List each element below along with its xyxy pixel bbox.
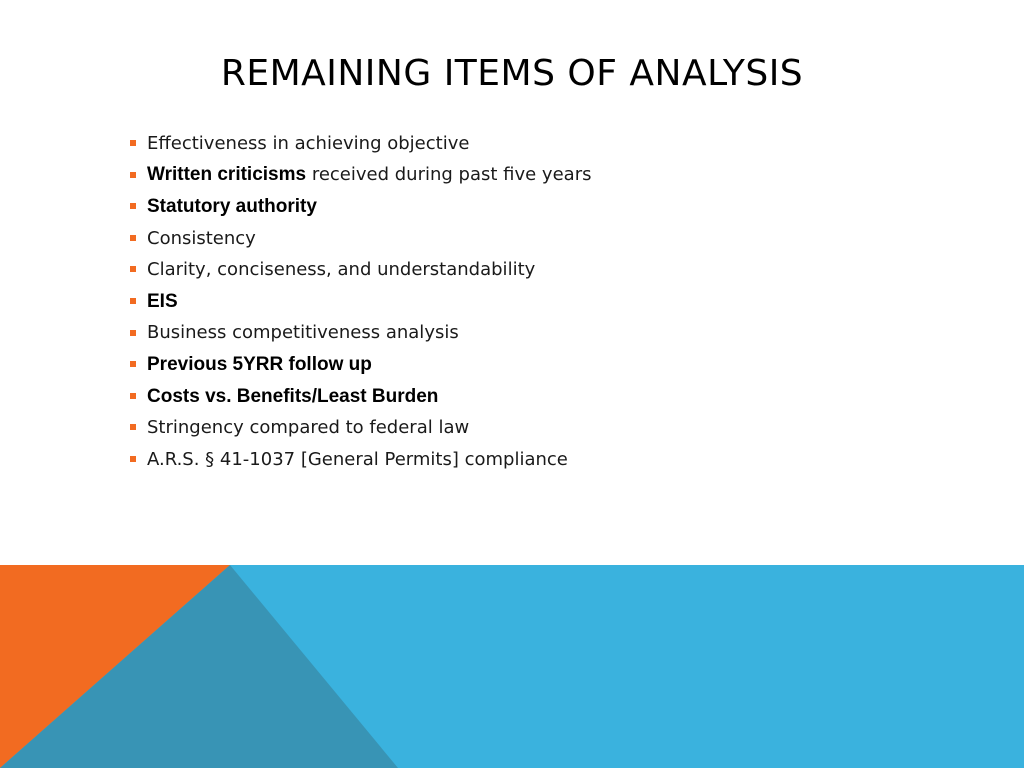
- bullet-text: [147, 133, 469, 155]
- bullet-square-icon: [130, 172, 136, 178]
- bullet-text-normal: received during past five years: [306, 164, 592, 186]
- bullet-square-icon: [130, 456, 136, 462]
- bullet-text-normal: Consistency: [147, 227, 256, 249]
- bullet-square-icon: [130, 203, 136, 209]
- bullet-text-bold: Previous 5YRR follow up: [147, 353, 372, 375]
- bullet-text: [147, 228, 256, 250]
- bullet-text-bold: Costs vs. Benefits/Least Burden: [147, 385, 439, 407]
- bullet-item: [130, 128, 950, 160]
- bullet-item: [130, 191, 950, 223]
- bullet-text-normal: Stringency compared to federal law: [147, 417, 470, 439]
- bullet-square-icon: [130, 330, 136, 336]
- bullet-text-normal: A.R.S. § 41-1037 [General Permits] compliance: [147, 448, 568, 470]
- bullet-square-icon: [130, 140, 136, 146]
- bullet-text: [147, 354, 372, 376]
- bullet-list: [130, 128, 950, 476]
- bullet-text-bold: Written criticisms: [147, 164, 307, 186]
- bullet-item: [130, 444, 950, 476]
- bullet-item: [130, 349, 950, 381]
- bullet-square-icon: [130, 393, 136, 399]
- bullet-text: [147, 196, 317, 218]
- bullet-square-icon: [130, 266, 136, 272]
- bullet-text: [147, 291, 178, 313]
- bullet-text: [147, 386, 438, 408]
- bullet-text: [147, 322, 459, 344]
- bullet-text-normal: Effectiveness in achieving objective: [147, 132, 470, 154]
- bullet-square-icon: [130, 424, 136, 430]
- bullet-item: [130, 381, 950, 413]
- bullet-text: [147, 449, 568, 471]
- bullet-text: [147, 417, 469, 439]
- bullet-item: [130, 412, 950, 444]
- bullet-item: [130, 223, 950, 255]
- bullet-text-normal: Clarity, conciseness, and understandability: [147, 259, 536, 281]
- bullet-item: [130, 318, 950, 350]
- slide-title: REMAINING ITEMS OF ANALYSIS: [220, 53, 804, 94]
- bullet-square-icon: [130, 298, 136, 304]
- bullet-text: [147, 259, 535, 281]
- bullet-text: [147, 164, 591, 186]
- bullet-item: [130, 160, 950, 192]
- bullet-square-icon: [130, 235, 136, 241]
- bullet-item: [130, 286, 950, 318]
- bullet-text-bold: Statutory authority: [147, 195, 317, 217]
- bullet-text-bold: EIS: [147, 290, 178, 312]
- footer-decoration: [0, 565, 1024, 768]
- bullet-text-normal: Business competitiveness analysis: [147, 322, 459, 344]
- bullet-square-icon: [130, 361, 136, 367]
- bullet-item: [130, 254, 950, 286]
